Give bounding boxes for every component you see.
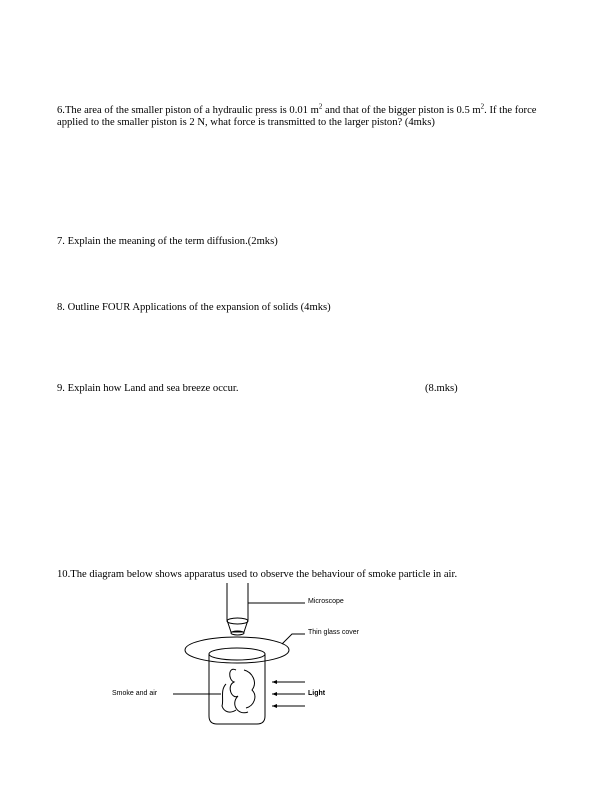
q6-text-2: and that of the bigger piston is 0.5 m — [322, 105, 481, 116]
q6-number: 6. — [57, 105, 65, 116]
q6-sup-2: 2 — [480, 102, 485, 111]
q9-marks: (8.mks) — [425, 383, 458, 394]
label-thin-glass-cover: Thin glass cover — [308, 629, 359, 636]
q9-text: 9. Explain how Land and sea breeze occur. — [57, 383, 239, 394]
label-light: Light — [308, 690, 326, 697]
label-microscope: Microscope — [308, 598, 344, 605]
q6-sup-1: 2 — [318, 102, 323, 111]
q6-text-3: . If the force applied to the smaller piston is 2 N, what force is transmitted to the larger piston? (4mks) — [57, 105, 537, 128]
question-10: 10.The diagram below shows apparatus used to observe the behaviour of smoke particle in air. — [57, 569, 458, 580]
question-7: 7. Explain the meaning of the term diffusion.(2mks) — [57, 236, 278, 247]
question-8: 8. Outline FOUR Applications of the expansion of solids (4mks) — [57, 302, 331, 313]
q6-text-1: The area of the smaller piston of a hydraulic press is 0.01 m — [64, 105, 319, 116]
label-smoke-and-air: Smoke and air — [112, 690, 158, 697]
